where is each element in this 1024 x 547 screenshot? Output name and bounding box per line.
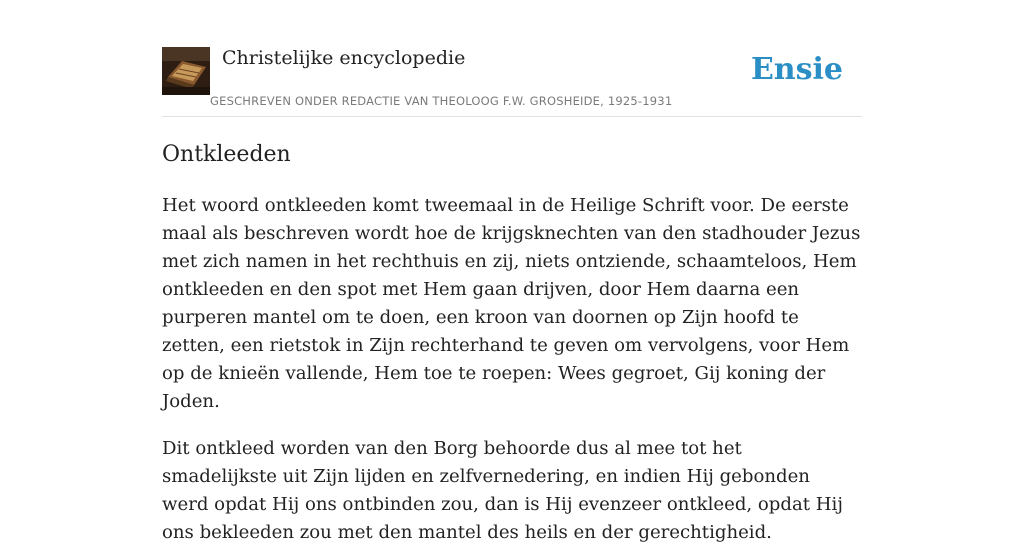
site-subtitle: GESCHREVEN ONDER REDACTIE VAN THEOLOOG F.W. GROSHEIDE, 1925-1931 bbox=[210, 94, 673, 108]
avatar[interactable] bbox=[162, 47, 210, 95]
site-header bbox=[162, 46, 862, 117]
site-title[interactable]: Christelijke encyclopedie bbox=[222, 47, 466, 69]
brand-logo-link[interactable]: Ensie bbox=[750, 52, 843, 87]
article-paragraph: Het woord ontkleeden komt tweemaal in de Heilige Schrift voor. De eerste maal als beschreven wordt hoe de krijgsknechten van den stadhouder Jezus met zich namen in het rechthuis en zij, niets ontziende, schaamteloos, Hem ontkleeden en den spot met Hem gaan drijven, door Hem daarna een purperen mantel om te doen, een kroon van doornen op Zijn hoofd te zetten, een rietstok in Zijn rechterhand te geven om vervolgens, voor Hem op de knieën vallende, Hem toe te roepen: Wees gegroet, Gij koning der Joden. bbox=[162, 195, 861, 412]
article-paragraph: Dit ontkleed worden van den Borg behoorde dus al mee tot het smadelijkste uit Zijn lijden en zelfvernedering, en indien Hij gebonden werd opdat Hij ons ontbinden zou, dan is Hij evenzeer ontkleed, opdat Hij ons bekleeden zou met den mantel des heils en der gerechtigheid. bbox=[162, 438, 843, 543]
article bbox=[162, 138, 862, 547]
article-title: Ontkleeden bbox=[162, 142, 291, 167]
book-photo-avatar-icon bbox=[162, 47, 210, 95]
